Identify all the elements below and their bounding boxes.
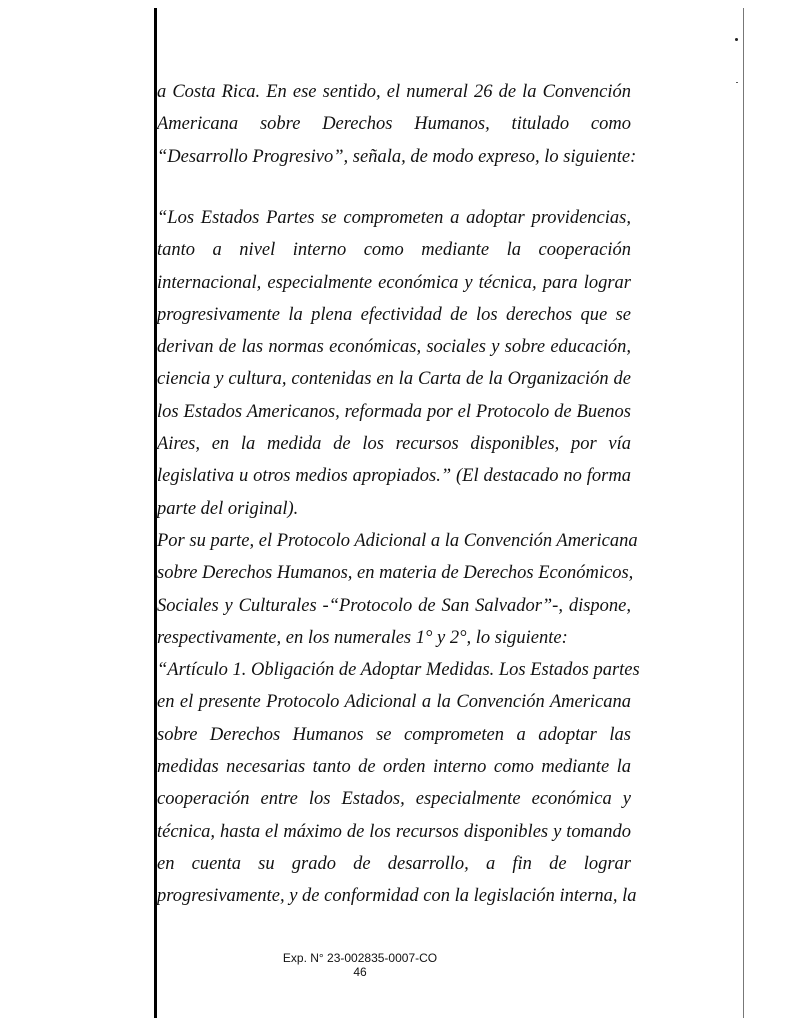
text-line: Por su parte, el Protocolo Adicional a la Convención Americana (157, 530, 638, 551)
text-line: tanto a nivel interno como mediante la cooperación (157, 240, 631, 261)
quote-1 (157, 202, 640, 913)
text-line: técnica, hasta el máximo de los recursos disponibles y tomando (157, 821, 631, 842)
text-line: “Los Estados Partes se comprometen a adoptar providencias, (157, 208, 631, 228)
text-line: en el presente Protocolo Adicional a la Convención Americana (157, 692, 631, 713)
text-line: a Costa Rica. En ese sentido, el numeral 26 de la Convención (157, 82, 631, 102)
page-footer (240, 951, 480, 979)
text-line: ciencia y cultura, contenidas en la Carta de la Organización de (157, 369, 631, 390)
text-line: sobre Derechos Humanos, en materia de Derechos Económicos, (157, 563, 634, 584)
text-line: “Desarrollo Progresivo”, señala, de modo expreso, lo siguiente: (157, 146, 637, 167)
text-line: cooperación entre los Estados, especialmente económica y (157, 789, 631, 810)
text-line: internacional, especialmente económica y técnica, para lograr (157, 272, 631, 293)
text-line: sobre Derechos Humanos se comprometen a adoptar las (157, 724, 631, 745)
text-line: los Estados Americanos, reformada por el Protocolo de Buenos (157, 401, 631, 422)
text-line: Sociales y Culturales -“Protocolo de San Salvador”-, dispone, (157, 595, 631, 616)
text-line: parte del original). (157, 498, 299, 519)
scan-speck (735, 38, 738, 41)
text-line: legislativa u otros medios apropiados.” (El destacado no forma (157, 466, 631, 487)
scan-speck (736, 82, 738, 83)
text-line: en cuenta su grado de desarrollo, a fin de lograr (157, 853, 631, 874)
text-line: respectivamente, en los numerales 1° y 2°, lo siguiente: (157, 627, 568, 648)
text-line: “Artículo 1. Obligación de Adoptar Medidas. Los Estados partes (157, 660, 640, 681)
right-margin-line (743, 8, 744, 1018)
case-number: Exp. N° 23-002835-0007-CO (282, 951, 438, 965)
text-line: derivan de las normas económicas, sociales y sobre educación, (157, 337, 631, 358)
text-line: progresivamente, y de conformidad con la legislación interna, la (157, 886, 637, 907)
page-number: 46 (353, 965, 367, 979)
text-line: progresivamente la plena efectividad de los derechos que se (157, 304, 631, 325)
text-line: Americana sobre Derechos Humanos, titulado como (157, 114, 631, 135)
text-line: Aires, en la medida de los recursos disponibles, por vía (157, 434, 631, 455)
text-line: medidas necesarias tanto de orden interno como mediante la (157, 757, 631, 778)
paragraph-1 (157, 76, 637, 173)
